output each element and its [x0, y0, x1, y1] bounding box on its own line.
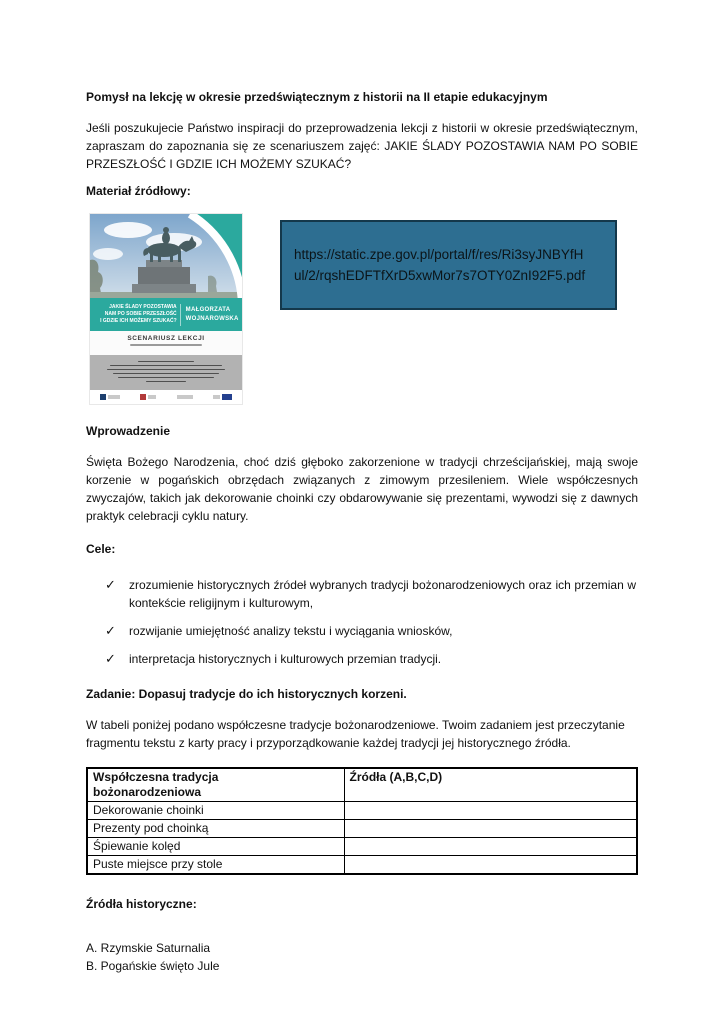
- table-row: [87, 856, 637, 875]
- tradition-matching-table: [86, 767, 638, 875]
- table-row: [87, 820, 637, 838]
- equestrian-statue-photo: [90, 214, 242, 298]
- tradition-cell: Śpiewanie kolęd: [87, 838, 344, 856]
- source-item-a: A. Rzymskie Saturnalia: [86, 941, 211, 955]
- source-material-row: [90, 214, 638, 404]
- publisher-logo-icon: [100, 394, 120, 400]
- goals-list: [86, 576, 638, 668]
- introduction-heading: Wprowadzenie: [86, 424, 171, 438]
- page-title: Pomysł na lekcję w okresie przedświątecznym z historii na II etapie edukacyjnym: [86, 90, 548, 104]
- goals-heading: Cele:: [86, 542, 116, 556]
- historical-sources-heading: Źródła historyczne:: [86, 897, 197, 911]
- source-url-line-1[interactable]: https://static.zpe.gov.pl/portal/f/res/Ri3syJNBYfH: [294, 247, 584, 262]
- source-material-heading: Materiał źródłowy:: [86, 184, 191, 198]
- checkmark-icon: ✓: [105, 623, 116, 638]
- cover-author: MAŁGORZATA WOJNAROWSKA: [180, 304, 242, 326]
- answer-cell[interactable]: [344, 802, 637, 820]
- cover-series-title: SCENARIUSZ LEKCJI: [127, 335, 205, 342]
- tradition-cell: Dekorowanie choinki: [87, 802, 344, 820]
- source-link-box[interactable]: [280, 220, 617, 310]
- eu-flag-icon: [213, 394, 232, 400]
- answer-cell[interactable]: [344, 838, 637, 856]
- scenario-cover-image: [90, 214, 242, 404]
- goal-text: rozwijanie umiejętność analizy tekstu i wyciągania wniosków,: [129, 624, 453, 638]
- historical-sources-list: [86, 939, 638, 975]
- cover-subtitle-line: [130, 344, 202, 346]
- table-header-sources: Źródła (A,B,C,D): [344, 768, 637, 802]
- cover-description-band: [90, 355, 242, 390]
- answer-cell[interactable]: [344, 820, 637, 838]
- task-paragraph: W tabeli poniżej podano współczesne tradycje bożonarodzeniowe. Twoim zadaniem jest przeczytanie fragmentu tekstu z karty pracy i przyporządkowanie każdej tradycji jej historycznego źródła.: [86, 718, 625, 750]
- cover-logos-strip: [90, 390, 242, 404]
- source-url-line-2[interactable]: ul/2/rqshEDFTfXrD5xwMor7s7OTY0ZnI92F5.pdf: [294, 268, 586, 283]
- tradition-cell: Prezenty pod choinką: [87, 820, 344, 838]
- table-row: [87, 802, 637, 820]
- intro-paragraph: Jeśli poszukujecie Państwo inspiracji do przeprowadzenia lekcji z historii w okresie przedświątecznym, zapraszam do zapoznania się ze scenariuszem zajęć: JAKIE ŚLADY POZOSTAWIA NAM PO SOBIE PRZESZŁOŚĆ I GDZIE ICH MOŻEMY SZUKAĆ?: [86, 121, 638, 171]
- checkmark-icon: ✓: [105, 577, 116, 592]
- checkmark-icon: ✓: [105, 651, 116, 666]
- cover-series-band: [90, 331, 242, 355]
- tradition-cell: Puste miejsce przy stole: [87, 856, 344, 875]
- answer-cell[interactable]: [344, 856, 637, 875]
- introduction-paragraph: Święta Bożego Narodzenia, choć dziś głęboko zakorzenione w tradycji chrześcijańskiej, mają swoje korzenie w pogańskich obrzędach związanych z zimowym przesileniem. Wiele współczesnych zwyczajów, takich jak dekorowanie choinki czy obdarowywanie się prezentami, wywodzi się z dawnych praktyk celebracji cyklu natury.: [86, 455, 638, 523]
- table-header-row: [87, 768, 637, 802]
- goal-item: [86, 650, 638, 668]
- source-item-b: B. Pogańskie święto Jule: [86, 959, 220, 973]
- goal-text: zrozumienie historycznych źródeł wybranych tradycji bożonarodzeniowych oraz ich przemian w kontekście religijnym i kulturowym,: [129, 578, 636, 610]
- cover-title-band: [90, 298, 242, 331]
- cover-question: JAKIE ŚLADY POZOSTAWIA NAM PO SOBIE PRZESZŁOŚĆ I GDZIE ICH MOŻEMY SZUKAĆ?: [100, 304, 177, 324]
- goal-item: [86, 576, 638, 612]
- goal-item: [86, 622, 638, 640]
- partner-logo-icon: [140, 394, 156, 400]
- table-row: [87, 838, 637, 856]
- task-heading: Zadanie: Dopasuj tradycje do ich historycznych korzeni.: [86, 687, 407, 701]
- ministry-logo-icon: [177, 395, 193, 399]
- table-header-tradition: Współczesna tradycja bożonarodzeniowa: [87, 768, 344, 802]
- goal-text: interpretacja historycznych i kulturowych przemian tradycji.: [129, 652, 442, 666]
- statue-illustration: [90, 214, 242, 298]
